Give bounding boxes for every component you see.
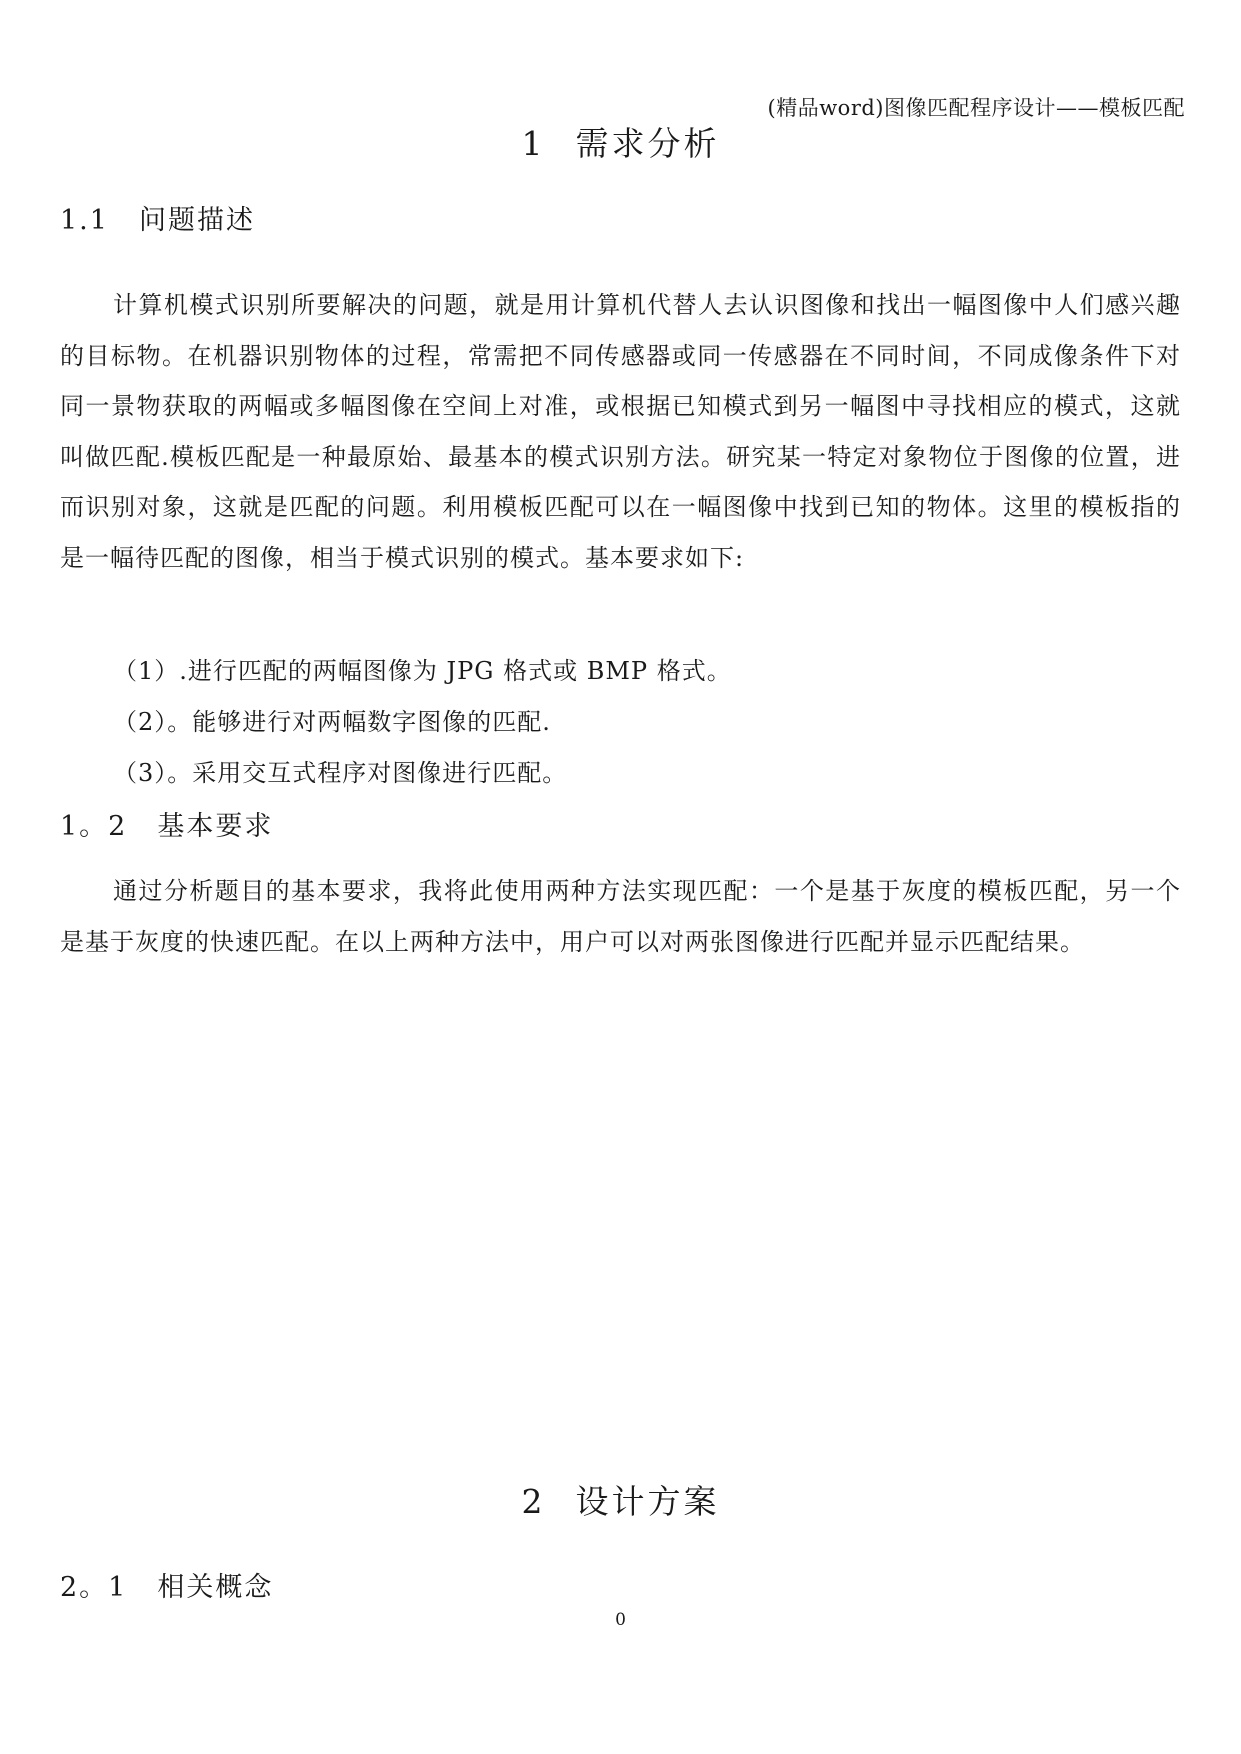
section-2-1-title: 相关概念 <box>157 1572 274 1603</box>
section-2-1-number: 2。1 <box>60 1572 128 1603</box>
section-1-1-title: 问题描述 <box>138 205 255 236</box>
chapter-2-title: 设计方案 <box>575 1482 720 1521</box>
section-1-1-number: 1.1 <box>60 205 109 236</box>
running-header: (精品word)图像匹配程序设计——模板匹配 <box>767 96 1185 120</box>
section-2-1-heading <box>60 1565 273 1604</box>
section-1-2-title: 基本要求 <box>157 811 274 842</box>
chapter-2-number: 2 <box>521 1482 546 1521</box>
section-1-2-number: 1。2 <box>60 811 128 842</box>
chapter-1-heading <box>0 118 1241 165</box>
chapter-1-title: 需求分析 <box>575 124 720 163</box>
chapter-1-number: 1 <box>521 124 546 163</box>
page-number: 0 <box>615 1610 626 1630</box>
section-1-2-heading <box>60 804 273 843</box>
section-1-2-paragraph: 通过分析题目的基本要求，我将此使用两种方法实现匹配：一个是基于灰度的模板匹配，另一个是基于灰度的快速匹配。在以上两种方法中，用户可以对两张图像进行匹配并显示匹配结果。 <box>60 877 1181 956</box>
requirement-item-1: （1）.进行匹配的两幅图像为 JPG 格式或 BMP 格式。 <box>113 657 732 685</box>
section-1-1-heading <box>60 198 255 237</box>
requirement-item-2: （2）。能够进行对两幅数字图像的匹配. <box>113 708 551 736</box>
chapter-2-heading <box>0 1476 1241 1523</box>
requirement-item-3: （3）。采用交互式程序对图像进行匹配。 <box>113 759 568 787</box>
section-1-1-paragraph: 计算机模式识别所要解决的问题，就是用计算机代替人去认识图像和找出一幅图像中人们感兴趣的目标物。在机器识别物体的过程，常需把不同传感器或同一传感器在不同时间，不同成像条件下对同一景物获取的两幅或多幅图像在空间上对准，或根据已知模式到另一幅图中寻找相应的模式，这就叫做匹配.模板匹配是一种最原始、最基本的模式识别方法。研究某一特定对象物位于图像的位置，进而识别对象，这就是匹配的问题。利用模板匹配可以在一幅图像中找到已知的物体。这里的模板指的是一幅待匹配的图像，相当于模式识别的模式。基本要求如下: <box>60 291 1181 572</box>
